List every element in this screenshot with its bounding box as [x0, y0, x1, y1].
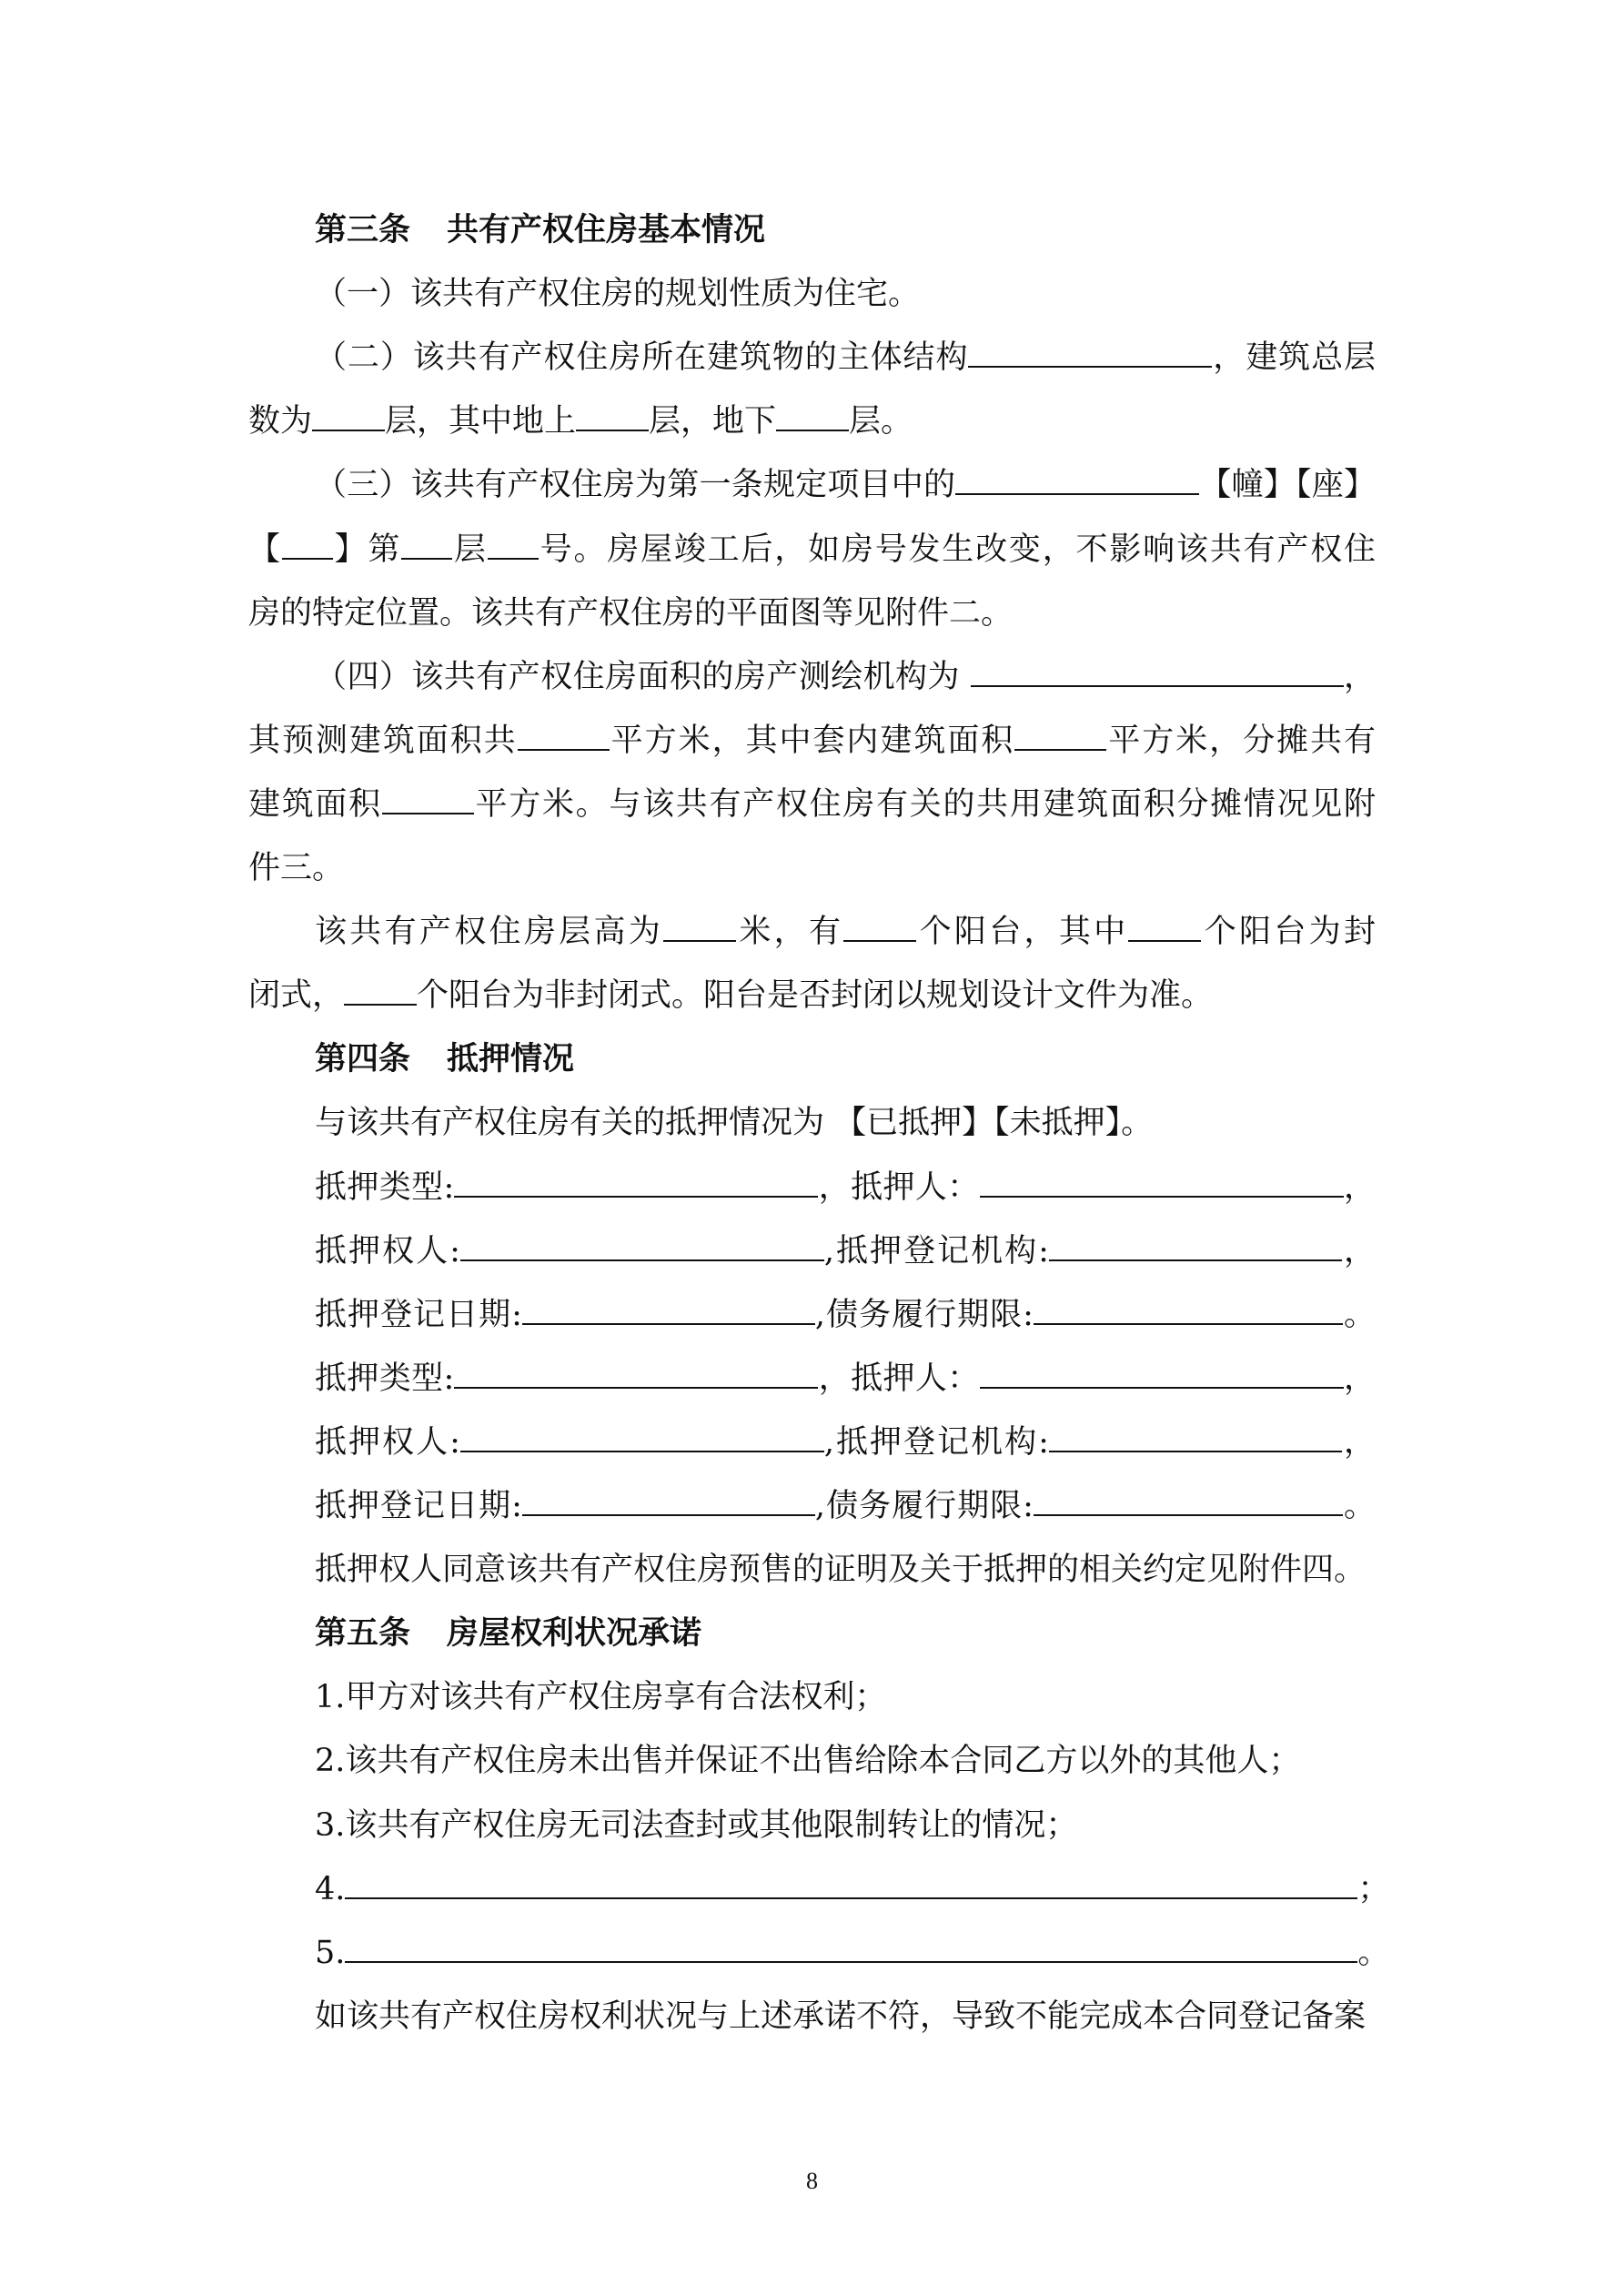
text-segment: 层 [452, 531, 488, 568]
text-line [248, 836, 1376, 900]
text-segment: 2.该共有产权住房未出售并保证不出售给除本合同乙方以外的其他人； [315, 1743, 1301, 1780]
text-line [315, 1985, 1376, 2048]
fill-in-blank[interactable] [1034, 1481, 1343, 1516]
text-segment: ,抵押登记机构: [823, 1232, 1049, 1269]
page-number: 8 [806, 2168, 818, 2194]
section-heading [315, 1602, 1376, 1665]
fill-in-blank[interactable] [576, 397, 649, 432]
text-segment: 号。房屋竣工后，如房号发生改变，不影响该共有产权住 [538, 531, 1376, 568]
text-segment: 1.甲方对该共有产权住房享有合法权利； [315, 1679, 887, 1716]
fill-in-blank[interactable] [454, 1353, 818, 1389]
text-segment: ,抵押登记机构: [823, 1423, 1049, 1461]
fill-in-blank[interactable] [843, 906, 916, 942]
fill-in-blank[interactable] [401, 524, 452, 560]
text-line [315, 1794, 1376, 1857]
text-line [315, 1857, 1390, 1921]
text-segment: 个阳台为封 [1201, 914, 1376, 951]
fill-in-blank[interactable] [955, 460, 1199, 496]
text-segment: 5. [315, 1934, 346, 1971]
text-segment: 闭式， [248, 977, 345, 1015]
text-segment: 【 [248, 531, 282, 568]
text-line [315, 1091, 1376, 1155]
text-segment: 房屋权利状况承诺 [447, 1614, 702, 1653]
fill-in-blank[interactable] [382, 779, 474, 814]
fill-in-blank[interactable] [282, 524, 333, 560]
text-line [248, 582, 1376, 645]
text-segment: 平方米，其中套内建筑面积 [609, 722, 1015, 759]
text-segment: 抵押权人: [315, 1232, 460, 1269]
fill-in-blank[interactable] [1049, 1226, 1342, 1261]
text-segment: ，抵押人： [818, 1168, 980, 1206]
text-line [315, 1474, 1376, 1538]
fill-in-blank[interactable] [980, 1353, 1344, 1389]
text-segment: 。 [1342, 1488, 1377, 1524]
text-segment: 层。 [849, 403, 913, 440]
fill-in-blank[interactable] [971, 652, 1344, 687]
text-segment: （三）该共有产权住房为第一条规定项目中的 [315, 467, 956, 504]
text-segment: （一）该共有产权住房的规划性质为住宅。 [315, 276, 921, 313]
fill-in-blank[interactable] [968, 332, 1212, 368]
text-segment: ， [1341, 1232, 1376, 1269]
text-segment: 4. [315, 1870, 346, 1907]
text-segment: 件三。 [248, 850, 345, 886]
text-segment: 其预测建筑面积共 [248, 722, 518, 759]
fill-in-blank[interactable] [522, 1290, 815, 1325]
text-segment: 第五条 [315, 1614, 411, 1653]
text-segment: （二）该共有产权住房所在建筑物的主体结构 [315, 339, 969, 377]
text-line [315, 900, 1376, 964]
fill-in-blank[interactable] [460, 1417, 824, 1452]
text-line [315, 453, 1376, 517]
text-segment: 。 [1342, 1296, 1377, 1333]
fill-in-blank[interactable] [1014, 715, 1106, 751]
fill-in-blank[interactable] [454, 1162, 818, 1198]
text-segment: 共有产权住房基本情况 [447, 211, 766, 248]
fill-in-blank[interactable] [663, 906, 736, 942]
section-heading [315, 198, 1376, 262]
text-segment: ； [1357, 1870, 1390, 1907]
text-segment: 抵押登记日期: [315, 1296, 522, 1333]
text-line [315, 1283, 1376, 1347]
text-segment: 】第 [332, 531, 402, 568]
text-line [315, 1538, 1376, 1602]
text-segment: 抵押类型: [315, 1360, 455, 1397]
text-segment: 个阳台，其中 [916, 914, 1129, 951]
fill-in-blank[interactable] [1034, 1290, 1343, 1325]
text-segment: 抵押情况 [447, 1040, 575, 1078]
text-segment: 第四条 [315, 1040, 411, 1078]
text-segment: ，抵押人： [818, 1360, 980, 1397]
text-line [248, 709, 1376, 773]
text-segment: 抵押类型: [315, 1168, 455, 1206]
text-segment: 与该共有产权住房有关的抵押情况为 【已抵押】【未抵押】。 [315, 1105, 1154, 1142]
fill-in-blank[interactable] [344, 970, 417, 1006]
text-line [315, 1156, 1376, 1219]
text-segment: ， [1341, 1423, 1376, 1461]
fill-in-blank[interactable] [980, 1162, 1344, 1198]
section-heading [315, 1027, 1376, 1091]
fill-in-blank[interactable] [1128, 906, 1201, 942]
text-line [248, 518, 1376, 582]
text-segment: 3.该共有产权住房无司法查封或其他限制转让的情况； [315, 1806, 1078, 1844]
text-segment: ,债务履行期限: [814, 1296, 1034, 1333]
text-segment: （四）该共有产权住房面积的房产测绘机构为 [315, 658, 971, 695]
text-line [315, 326, 1376, 389]
text-segment: 抵押权人: [315, 1423, 460, 1461]
text-segment: ， [1343, 1168, 1376, 1206]
text-segment: ， [1343, 1360, 1376, 1397]
fill-in-blank[interactable] [312, 397, 385, 432]
text-segment: 个阳台为非封闭式。阳台是否封闭以规划设计文件为准。 [417, 977, 1214, 1015]
fill-in-blank[interactable] [518, 715, 610, 751]
text-segment: 房的特定位置。该共有产权住房的平面图等见附件二。 [248, 594, 1014, 632]
text-line [315, 1219, 1376, 1283]
text-line [315, 1665, 1376, 1729]
text-line [315, 1921, 1390, 1985]
fill-in-blank[interactable] [345, 1864, 1357, 1899]
text-segment: 平方米。与该共有产权住房有关的共用建筑面积分摊情况见附 [473, 785, 1376, 823]
fill-in-blank[interactable] [1049, 1417, 1342, 1452]
text-line [315, 262, 1376, 326]
fill-in-blank[interactable] [522, 1481, 815, 1516]
text-segment: 层，其中地上 [385, 403, 577, 440]
text-segment: 建筑面积 [248, 785, 382, 823]
fill-in-blank[interactable] [345, 1927, 1357, 1963]
text-line [248, 964, 1376, 1027]
text-segment: 米，有 [736, 914, 844, 951]
fill-in-blank[interactable] [488, 524, 539, 560]
text-segment: 该共有产权住房层高为 [315, 914, 664, 951]
text-segment: ,债务履行期限: [814, 1488, 1034, 1524]
text-segment: 抵押权人同意该共有产权住房预售的证明及关于抵押的相关约定见附件四。 [315, 1552, 1367, 1589]
text-line [315, 645, 1376, 709]
text-segment: 如该共有产权住房权利状况与上述承诺不符，导致不能完成本合同登记备案 [315, 1998, 1367, 2035]
text-segment: 抵押登记日期: [315, 1488, 522, 1524]
text-line [315, 1347, 1376, 1411]
text-line [315, 1729, 1376, 1793]
text-line [248, 389, 1376, 453]
text-line [248, 773, 1376, 836]
text-segment: ， [1343, 658, 1376, 695]
text-segment: ，建筑总层 [1212, 339, 1376, 377]
text-segment: 层，地下 [649, 403, 777, 440]
text-segment: 平方米，分摊共有 [1106, 722, 1376, 759]
text-segment: 数为 [248, 403, 313, 440]
fill-in-blank[interactable] [460, 1226, 824, 1261]
text-segment: 【幢】【座】 [1199, 467, 1376, 504]
fill-in-blank[interactable] [776, 397, 849, 432]
text-segment: 。 [1357, 1934, 1390, 1971]
text-line [315, 1411, 1376, 1474]
text-segment: 第三条 [315, 211, 411, 248]
